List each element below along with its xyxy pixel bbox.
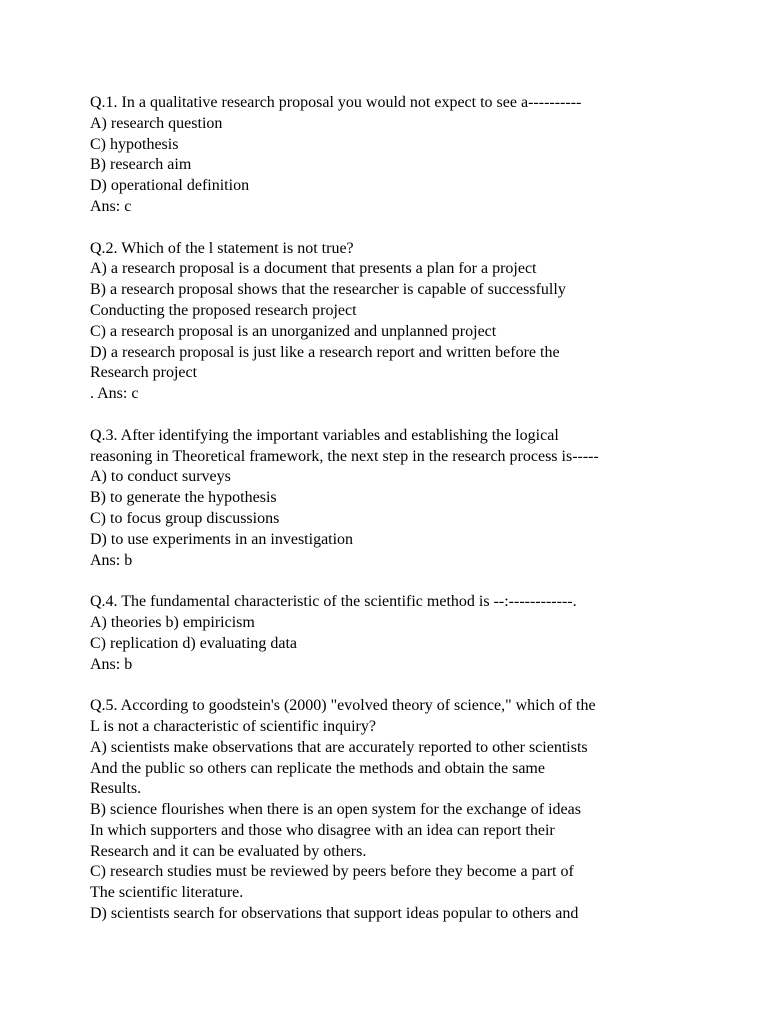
option-text: D) a research proposal is just like a research report and written before the: [90, 343, 560, 361]
option-text: D) operational definition: [90, 177, 250, 195]
option-text: Conducting the proposed research project: [90, 301, 357, 319]
option-text: B) a research proposal shows that the researcher is capable of successfully: [90, 281, 566, 299]
question-2: [90, 239, 750, 405]
question-text: L is not a characteristic of scientific inquiry?: [90, 717, 376, 735]
option-text: A) to conduct surveys: [90, 468, 231, 486]
option-text: A) theories b) empiricism: [90, 613, 255, 631]
option-text: D) to use experiments in an investigation: [90, 530, 354, 548]
answer-text: Ans: b: [90, 551, 133, 569]
option-text: A) research question: [90, 114, 223, 132]
question-1: [90, 93, 750, 218]
question-text: Q.2. Which of the l statement is not true?: [90, 239, 354, 257]
option-text: C) a research proposal is an unorganized and unplanned project: [90, 322, 497, 340]
option-text: Research project: [90, 364, 198, 382]
option-text: D) scientists search for observations that support ideas popular to others and: [90, 905, 579, 923]
question-text: Q.1. In a qualitative research proposal you would not expect to see a----------: [90, 94, 582, 111]
question-text: Q.3. After identifying the important variables and establishing the logical: [90, 426, 559, 444]
option-text: Results.: [90, 780, 142, 798]
option-text: C) research studies must be reviewed by peers before they become a part of: [90, 863, 574, 881]
option-text: Research and it can be evaluated by others.: [90, 842, 367, 860]
option-text: B) research aim: [90, 156, 192, 174]
option-text: A) a research proposal is a document that presents a plan for a project: [90, 260, 537, 278]
option-text: A) scientists make observations that are accurately reported to other scientists: [90, 738, 588, 756]
question-3: [90, 426, 750, 572]
question-4: [90, 592, 750, 675]
option-text: B) science flourishes when there is an open system for the exchange of ideas: [90, 801, 581, 819]
option-text: C) hypothesis: [90, 135, 179, 153]
answer-text: . Ans: c: [90, 385, 139, 403]
question-5: [90, 696, 750, 925]
option-text: C) to focus group discussions: [90, 509, 280, 527]
document-page: [90, 93, 750, 946]
option-text: The scientific literature.: [90, 884, 244, 902]
option-text: C) replication d) evaluating data: [90, 634, 298, 652]
answer-text: Ans: b: [90, 655, 133, 673]
option-text: And the public so others can replicate the methods and obtain the same: [90, 759, 545, 777]
question-text: reasoning in Theoretical framework, the next step in the research process is-----: [90, 447, 599, 465]
question-text: Q.5. According to goodstein's (2000) "evolved theory of science," which of the: [90, 697, 596, 715]
question-text: Q.4. The fundamental characteristic of the scientific method is --:------------.: [90, 593, 577, 611]
option-text: B) to generate the hypothesis: [90, 489, 277, 507]
answer-text: Ans: c: [90, 197, 132, 215]
option-text: In which supporters and those who disagree with an idea can report their: [90, 821, 555, 839]
